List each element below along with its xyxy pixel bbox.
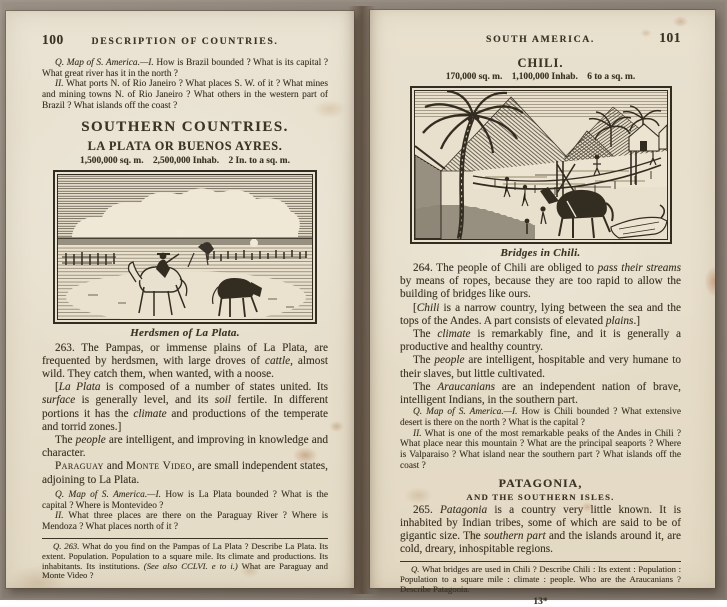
page-left	[6, 11, 354, 588]
page-left-header	[42, 32, 328, 48]
question-2-left: II. What three places are there on the Paraguay River ? Where is Mendoza ? What places north of it ?	[42, 511, 328, 532]
paragraph-araucanians: The Araucanians are an independent nation of brave, intelligent Indians, in the southern part.	[400, 380, 681, 407]
footnote-left	[42, 538, 328, 582]
paragraph-chili-note: [Chili is a narrow country, lying between the sea and the tops of the Andes. A part consists of elevated plains.]	[400, 301, 681, 327]
page-number-right: 101	[659, 30, 681, 45]
stats-line-right: 170,000 sq. m. 1,100,000 Inhab. 6 to a sq. m.	[445, 72, 636, 82]
figure-frame	[410, 86, 672, 244]
section-heading: SOUTHERN COUNTRIES.	[81, 118, 289, 135]
paragraph-climate: The climate is remarkably fine, and it is generally a productive and healthy country.	[400, 328, 682, 354]
paragraph-people-chili: The people are intelligent, hospitable and very humane to their slaves, but little cultivated.	[400, 354, 682, 380]
footnote-text-right: Q. What bridges are used in Chili ? Describe Chili : Its extent : Population : Population to a square mile : climate : people. Who are the Araucanians ? Describe Patagonia.	[400, 564, 681, 595]
chili-heading: CHILI.	[517, 56, 564, 70]
question-1-right: Q. Map of S. America.—I. How is Chili bounded ? What extensive desert is there on the north ? What is the capital ?	[400, 407, 682, 428]
footnote-text-left: Q. 263. What do you find on the Pampas of La Plata ? Describe La Plata. Its extent. Population. Population to a square mile. Its climate and productions. Its inhabitants. Its institutions. (See also CCLVI. e to i.) What are Paraguay and Monte Video ?	[42, 540, 328, 581]
page-right	[370, 10, 715, 607]
paragraph-265: 265. Patagonia is a country very little known. It is inhabited by Indian tribes, some of which are said to be of gigantic size. The southern part and the islands around it, are cold, dreary, inhospitable regions.	[400, 503, 682, 556]
patagonia-subheading: AND THE SOUTHERN ISLES.	[466, 491, 615, 502]
paragraph-la-plata-note: [La Plata is composed of a number of states united. Its surface is generally level, and its soil fertile. In different portions it has the climate and productions of the temperate and torrid zones.]	[42, 381, 329, 433]
stats-line-left: 1,500,000 sq. m. 2,500,000 Inhab. 2 In. to a sq. m.	[80, 155, 290, 166]
subsection-heading: LA PLATA OR BUENOS AYRES.	[87, 138, 283, 153]
patagonia-heading: PATAGONIA,	[498, 475, 583, 490]
signature-mark: 13*	[533, 597, 548, 607]
page-number-left: 100	[42, 32, 64, 47]
intro-question-2: II. What ports N. of Rio Janeiro ? What places S. W. of it ? What mines and mining towns N. of Rio Janeiro ? What others in the western part of Brazil ? What islands off the coast ?	[42, 79, 328, 111]
paragraph-paraguay: Paraguay and Monte Video, are small independent states, adjoining to La Plata.	[42, 460, 328, 486]
paragraph-people: The people are intelligent, and improving in knowledge and character.	[42, 434, 328, 460]
question-2-right: II. What is one of the most remarkable peaks of the Andes in Chili ? What place near this mountain ? What are the principal seaports ? Where is Valparaiso ? What island near the southern part ? What islands off the coast ?	[400, 428, 681, 471]
question-1-left: Q. Map of S. America.—I. How is La Plata bounded ? What is the capital ? Where is Montevideo ?	[42, 489, 328, 511]
figure-bridges	[410, 86, 672, 259]
bridges-engraving	[415, 91, 667, 239]
page-right-header	[400, 30, 681, 46]
running-head-right: SOUTH AMERICA.	[486, 34, 595, 45]
footnote-right	[400, 561, 681, 607]
figure-caption-herdsmen: Herdsmen of La Plata.	[130, 326, 240, 339]
paragraph-264: 264. The people of Chili are obliged to pass their streams by means of ropes, because they are too rapid to allow the building of bridges like ours.	[400, 262, 681, 301]
running-head-left: DESCRIPTION OF COUNTRIES.	[91, 36, 279, 47]
intro-question-1: Q. Map of S. America.—I. How is Brazil bounded ? What is its capital ? What great river has it in the north ?	[42, 58, 328, 79]
figure-herdsmen	[53, 170, 317, 339]
figure-frame	[53, 170, 317, 324]
figure-caption-bridges: Bridges in Chili.	[500, 247, 581, 259]
paragraph-263: 263. The Pampas, or immense plains of La Plata, are frequented by herdsmen, with large droves of cattle, almost wild. They catch them, when wanted, with a noose.	[42, 341, 328, 380]
herdsmen-engraving	[58, 175, 312, 319]
